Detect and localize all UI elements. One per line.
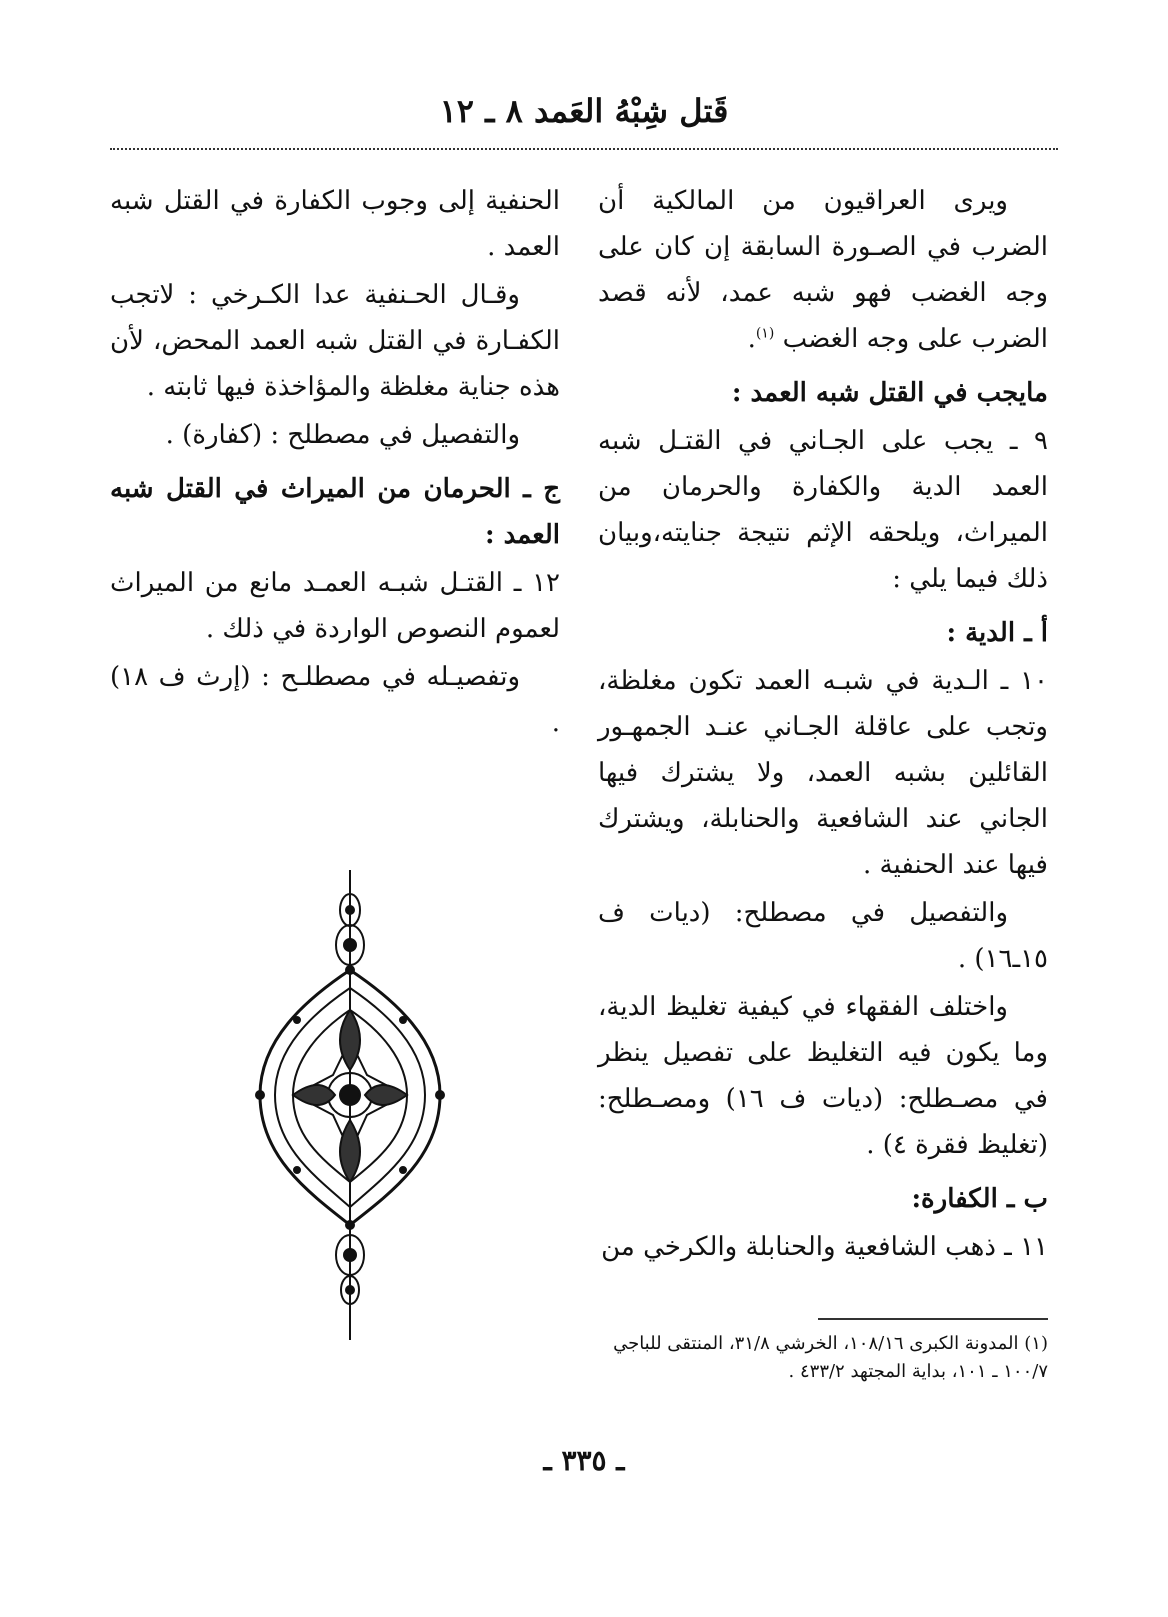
- section-heading: ب ـ الكفارة:: [911, 1184, 1048, 1214]
- paragraph: وقـال الحـنفية عدا الكـرخي : لاتجب الكفـارة في القتل شبه العمد المحض، لأن هذه جناية مغلظة والمؤاخذة فيها ثابته .: [110, 280, 560, 402]
- paragraph: ويرى العراقيون من المالكية أن الضرب في الصـورة السابقة إن كان على وجه الغضب فهو شبه عمد، لأنه قصد الضرب على وجه الغضب $^{(١)}$.: [598, 186, 1048, 354]
- header-divider: [110, 148, 1058, 150]
- page-title: قَتل شِبْهُ العَمد ٨ ـ ١٢: [439, 92, 729, 130]
- footnote-divider: [818, 1318, 1048, 1320]
- arabesque-ornament-icon: [235, 870, 465, 1340]
- paragraph-text: ويرى العراقيون من المالكية أن الضرب في الصـورة السابقة إن كان على وجه الغضب فهو شبه عمد، لأنه قصد الضرب على وجه الغضب: [598, 186, 1048, 354]
- paragraph: واختلف الفقهاء في كيفية تغليظ الدية، وما يكون فيه التغليظ على تفصيل ينظر في مصـطلح: (ديات ف ١٦) ومصـطلح: (تغليظ فقرة ٤) .: [598, 992, 1048, 1160]
- paragraph: وتفصيـله في مصطلـح : (إرث ف ١٨) .: [110, 662, 560, 738]
- paragraph: والتفصيل في مصطلح: (ديات ف ١٥ـ١٦) .: [598, 898, 1048, 974]
- right-column: [598, 178, 1048, 1272]
- paragraph: ١٢ ـ القتـل شبـه العمـد مانع من الميراث لعموم النصوص الواردة في ذلك .: [110, 568, 560, 644]
- footnote: (١) المدونة الكبرى ١٠٨/١٦، الخرشي ٣١/٨، المنتقى للباجي ١٠٠/٧ ـ ١٠١، بداية المجتهد ٤٣٣/٢ .: [613, 1333, 1048, 1382]
- paragraph: ٩ ـ يجب على الجـاني في القتـل شبه العمد الدية والكفارة والحرمان من الميراث، ويلحقه الإثم نتيجة جنايته،وبيان ذلك فيما يلي :: [598, 426, 1048, 594]
- left-column: [110, 178, 560, 748]
- section-heading: مايجب في القتل شبه العمد :: [731, 378, 1048, 408]
- page-number: ـ ٣٣٥ ـ: [543, 1444, 625, 1477]
- paragraph: والتفصيل في مصطلح : (كفارة) .: [165, 420, 520, 450]
- paragraph: ١١ ـ ذهب الشافعية والحنابلة والكرخي من: [601, 1232, 1048, 1262]
- paragraph: ١٠ ـ الـدية في شبـه العمد تكون مغلظة، وتجب على عاقلة الجـاني عنـد الجمهـور القائلين بشبه العمد، ولا يشترك فيها الجاني عند الشافعية والحنابلة، ويشترك فيها عند الحنفية .: [598, 666, 1048, 880]
- section-heading: أ ـ الدية :: [946, 618, 1048, 648]
- paragraph: الحنفية إلى وجوب الكفارة في القتل شبه العمد .: [110, 186, 560, 262]
- footnote-reference: (١): [755, 325, 775, 342]
- section-heading: ج ـ الحرمان من الميراث في القتل شبه العمد :: [110, 474, 560, 550]
